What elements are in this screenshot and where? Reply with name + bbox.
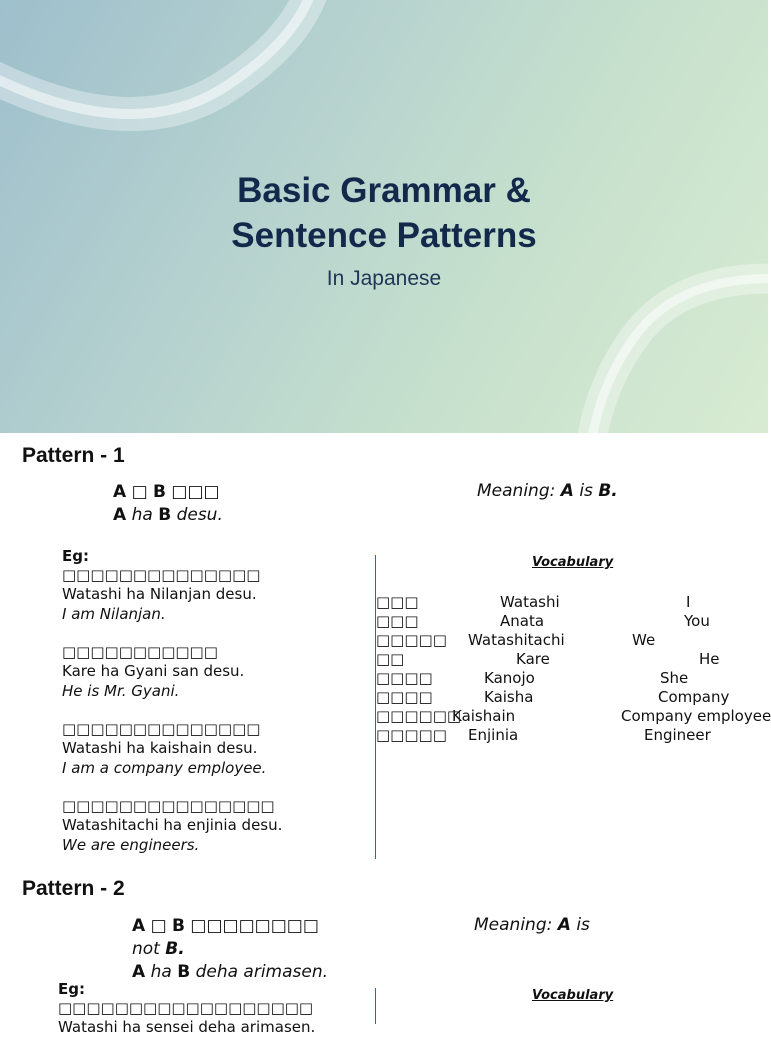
formula-tail: □□□□□□□□ [190, 916, 319, 936]
vocab-romaji: Watashi [500, 593, 560, 611]
example-romaji: Kare ha Gyani san desu. [62, 662, 245, 681]
vocab-romaji: Anata [500, 612, 545, 630]
example-english: I am Nilanjan. [62, 604, 166, 623]
meaning-label: Meaning: [477, 481, 556, 501]
vocab-romaji: Kaishain [452, 707, 516, 725]
formula-romaji-a: A [113, 505, 127, 525]
formula-japanese [113, 481, 223, 504]
formula-not: not [132, 939, 160, 959]
example-block [58, 999, 315, 1038]
vocabulary-row [376, 650, 768, 669]
example-english: He is Mr. Gyani. [62, 681, 180, 700]
example-jp: □□□□□□□□□□□□□□□ [62, 797, 275, 815]
example-block [62, 643, 244, 701]
formula-romaji-b: B [158, 505, 172, 525]
formula-negation [132, 938, 328, 961]
pattern-2-title: Pattern - 2 [22, 877, 125, 900]
vocabulary-heading: Vocabulary [532, 988, 614, 1003]
example-english: I am a company employee. [62, 758, 267, 777]
formula-romaji-desu: desu. [176, 505, 223, 525]
example-jp: □□□□□□□□□□□□□□□□□□ [58, 999, 314, 1017]
vocab-english: Company employee [621, 707, 771, 725]
example-romaji: Watashi ha Nilanjan desu. [62, 585, 257, 604]
vocabulary-heading: Vocabulary [532, 555, 614, 570]
meaning-verb: is [579, 481, 593, 501]
title-line-2: Sentence Patterns [231, 216, 537, 255]
meaning-a: A [557, 915, 571, 935]
vocab-romaji: Enjinia [468, 726, 519, 744]
meaning-a: A [560, 481, 574, 501]
formula-romaji-ha: ha [150, 962, 172, 982]
vocab-romaji: Watashitachi [468, 631, 565, 649]
vocab-jp: □□□□ [376, 669, 433, 687]
formula-neg-b: B. [165, 939, 185, 959]
vocab-jp: □□ [376, 650, 405, 668]
page-subtitle: In Japanese [326, 267, 442, 290]
vocab-romaji: Kanojo [484, 669, 535, 687]
example-romaji: Watashi ha kaishain desu. [62, 739, 258, 758]
page-title [0, 168, 768, 258]
example-romaji: Watashitachi ha enjinia desu. [62, 816, 283, 835]
example-jp: □□□□□□□□□□□□□□ [62, 720, 261, 738]
example-block [62, 797, 282, 855]
vocabulary-row [376, 631, 768, 650]
vocabulary-row [376, 707, 771, 726]
title-slide [0, 0, 768, 433]
example-romaji: Watashi ha sensei deha arimasen. [58, 1018, 316, 1037]
formula-b: B [172, 916, 186, 936]
column-divider [375, 988, 376, 1024]
formula-tail: □□□ [171, 482, 220, 502]
meaning-verb: is [576, 915, 590, 935]
vocabulary-row [376, 612, 768, 631]
meaning-b: B. [598, 481, 618, 501]
vocab-jp: □□□□□ [376, 726, 447, 744]
formula-a: A [113, 482, 127, 502]
vocab-english: She [660, 669, 689, 687]
vocabulary-row [376, 669, 768, 688]
vocabulary-row [376, 726, 768, 745]
example-english: We are engineers. [62, 835, 200, 854]
pattern-1-formula [113, 481, 223, 527]
example-block [62, 566, 260, 624]
title-line-1: Basic Grammar & [237, 171, 531, 210]
vocab-english: Company [658, 688, 730, 706]
vocab-jp: □□□ [376, 612, 419, 630]
vocab-jp: □□□□ [376, 688, 433, 706]
formula-romaji [113, 504, 223, 527]
pattern-1-title: Pattern - 1 [22, 444, 125, 467]
vocab-english: We [632, 631, 656, 649]
vocab-romaji: Kare [516, 650, 550, 668]
vocabulary-row [376, 593, 768, 612]
formula-japanese [132, 915, 328, 938]
formula-particle: □ [131, 482, 148, 502]
formula-particle: □ [150, 916, 167, 936]
example-block [62, 720, 266, 778]
pattern-1-eg-label: Eg: [62, 547, 89, 565]
vocab-english: He [699, 650, 720, 668]
formula-romaji-ha: ha [131, 505, 153, 525]
pattern-1-meaning [477, 481, 618, 501]
pattern-2-eg-label: Eg: [58, 980, 85, 998]
vocab-english: I [686, 593, 691, 611]
vocab-english: Engineer [644, 726, 711, 744]
pattern-2-meaning [474, 915, 590, 935]
formula-b: B [153, 482, 167, 502]
vocab-jp: □□□ [376, 593, 419, 611]
example-jp: □□□□□□□□□□□ [62, 643, 218, 661]
vocab-jp: □□□□□□ [376, 707, 462, 725]
formula-romaji-a: A [132, 962, 146, 982]
formula-a: A [132, 916, 146, 936]
pattern-2-formula [132, 915, 328, 984]
formula-romaji-tail: deha arimasen. [195, 962, 329, 982]
formula-romaji [132, 961, 328, 984]
meaning-label: Meaning: [474, 915, 553, 935]
vocab-english: You [684, 612, 710, 630]
vocabulary-row [376, 688, 768, 707]
formula-romaji-b: B [177, 962, 191, 982]
vocab-romaji: Kaisha [484, 688, 534, 706]
example-jp: □□□□□□□□□□□□□□ [62, 566, 261, 584]
vocab-jp: □□□□□ [376, 631, 447, 649]
